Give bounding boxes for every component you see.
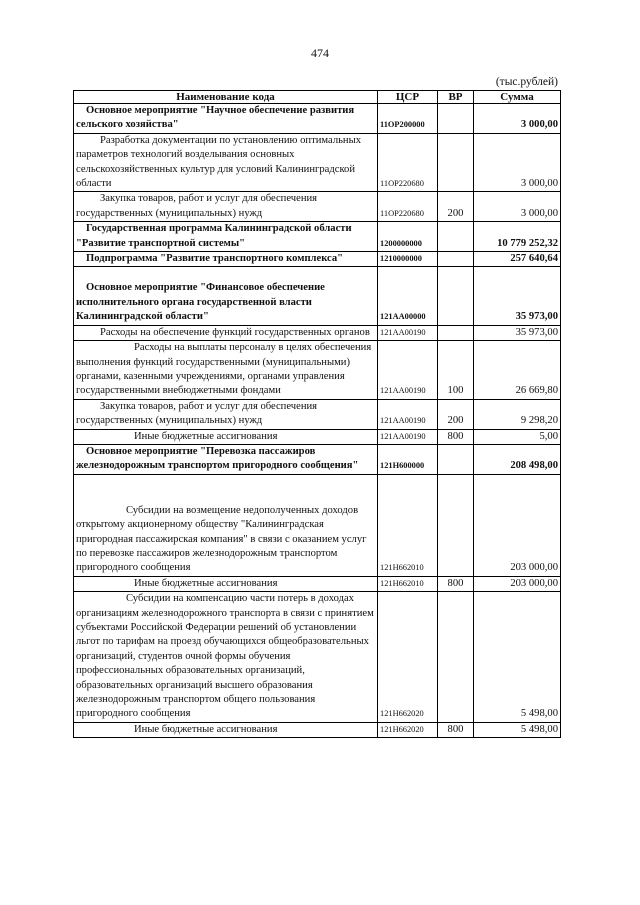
row-vr xyxy=(438,252,474,267)
row-sum: 208 498,00 xyxy=(474,444,561,474)
table-row xyxy=(74,399,561,429)
table-row xyxy=(74,576,561,591)
table-header-row xyxy=(74,91,561,104)
header-vr: ВР xyxy=(438,91,474,104)
row-name-first: Государственная программа Калининградской xyxy=(86,223,312,235)
row-name xyxy=(74,576,378,591)
row-name xyxy=(74,429,378,444)
row-name xyxy=(74,222,378,252)
row-vr: 100 xyxy=(438,341,474,400)
row-name xyxy=(74,444,378,474)
row-vr: 800 xyxy=(438,722,474,737)
row-code: 121Н662020 xyxy=(378,722,438,737)
row-name-rest: развития сельского хозяйства" xyxy=(76,105,355,131)
row-name-rest: исполнительного органа государственной власти Калининградской области" xyxy=(76,296,312,323)
table-row xyxy=(74,133,561,192)
row-code: 11ОР220680 xyxy=(378,192,438,222)
row-name-rest: государственных (муниципальных) нужд xyxy=(76,415,263,427)
page-number: 474 xyxy=(311,46,329,60)
row-vr xyxy=(438,267,474,325)
row-code: 121АА00190 xyxy=(378,429,438,444)
row-sum: 257 640,64 xyxy=(474,252,561,267)
row-code: 121АА00190 xyxy=(378,341,438,400)
row-code: 121АА00190 xyxy=(378,399,438,429)
row-name-first: Закупка товаров, работ и услуг для обеспечения xyxy=(100,400,318,412)
row-spacer xyxy=(76,267,375,281)
row-name xyxy=(74,104,378,134)
row-name-first: Закупка товаров, работ и услуг для обеспечения xyxy=(100,193,318,205)
row-sum: 10 779 252,32 xyxy=(474,222,561,252)
table-row xyxy=(74,341,561,400)
header-csr: ЦСР xyxy=(378,91,438,104)
table-row xyxy=(74,474,561,576)
row-sum: 203 000,00 xyxy=(474,576,561,591)
row-name-rest: комплекса" xyxy=(286,253,344,265)
row-sum: 3 000,00 xyxy=(474,192,561,222)
row-name-first: Иные бюджетные ассигнования xyxy=(134,577,278,589)
row-vr: 800 xyxy=(438,576,474,591)
table-row xyxy=(74,444,561,474)
row-name-rest: государственных (муниципальных) нужд xyxy=(76,207,263,219)
row-name-rest: оптимальных параметров технологий возделывания основных сельскохозяйственных культур для условий Калининградской области xyxy=(76,134,362,190)
row-name-first: Расходы на обеспечение функций xyxy=(100,326,252,338)
row-vr: 200 xyxy=(438,192,474,222)
row-vr xyxy=(438,592,474,723)
row-sum: 3 000,00 xyxy=(474,133,561,192)
table-row xyxy=(74,104,561,134)
row-spacer xyxy=(76,475,375,504)
table-row xyxy=(74,592,561,723)
row-name-rest: железнодорожным транспортом пригородного сообщения" xyxy=(76,460,359,472)
row-name-first: Разработка документации по установлению xyxy=(100,134,298,146)
row-code: 1210000000 xyxy=(378,252,438,267)
table-row xyxy=(74,222,561,252)
row-vr xyxy=(438,474,474,576)
row-name xyxy=(74,592,378,723)
units-label: (тыс.рублей) xyxy=(495,76,558,88)
row-code: 11ОР200000 xyxy=(378,104,438,134)
row-vr xyxy=(438,222,474,252)
table-row xyxy=(74,325,561,340)
row-name-first: Основное мероприятие "Финансовое обеспечение xyxy=(86,282,325,294)
row-name-rest: доходов открытому акционерному обществу "Калининградская пригородная пассажирская компания" в связи с оказанием услуг по перевозке пассажиров железнодорожным транспортом пригородного сообщения xyxy=(76,504,367,574)
row-name xyxy=(74,474,378,576)
row-sum: 203 000,00 xyxy=(474,474,561,576)
row-vr xyxy=(438,104,474,134)
row-name xyxy=(74,325,378,340)
row-code: 121Н662010 xyxy=(378,474,438,576)
row-name xyxy=(74,252,378,267)
row-name xyxy=(74,722,378,737)
table-row xyxy=(74,267,561,325)
row-code: 121Н662010 xyxy=(378,576,438,591)
row-name xyxy=(74,192,378,222)
table-row xyxy=(74,252,561,267)
row-sum: 5 498,00 xyxy=(474,592,561,723)
row-name-first: Расходы на выплаты персоналу в целях xyxy=(134,342,312,354)
budget-table xyxy=(73,90,561,738)
row-code: 1200000000 xyxy=(378,222,438,252)
row-name xyxy=(74,267,378,325)
row-name-first: Субсидии на компенсацию части потерь в xyxy=(126,593,316,605)
row-name-first: Иные бюджетные ассигнования xyxy=(134,723,278,735)
row-name-rest: доходах организациям железнодорожного транспорта в связи с принятием субъектами Российской Федерации решений об установлении льгот по тарифам на проезд обучающихся общеобразовательных организаций, студентов очной формы обучения профессиональных образовательных организаций, образовательных организаций высшего образования железнодорожным транспортом общего пользования пригородного сообщения xyxy=(76,593,374,720)
table-row xyxy=(74,192,561,222)
row-name-first: Основное мероприятие "Перевозка пассажиров xyxy=(86,445,316,457)
row-sum: 35 973,00 xyxy=(474,267,561,325)
row-code: 121Н662020 xyxy=(378,592,438,723)
table-row xyxy=(74,429,561,444)
row-vr: 800 xyxy=(438,429,474,444)
row-sum: 3 000,00 xyxy=(474,104,561,134)
row-sum: 26 669,80 xyxy=(474,341,561,400)
row-name-rest: государственных органов xyxy=(254,326,370,338)
header-sum: Сумма xyxy=(474,91,561,104)
row-vr xyxy=(438,444,474,474)
row-sum: 9 298,20 xyxy=(474,399,561,429)
row-name-rest: обеспечения выполнения функций государственными (муниципальными) органами, казенными учреждениями, органами управления государственными внебюджетными фондами xyxy=(76,342,372,397)
row-sum: 5,00 xyxy=(474,429,561,444)
table-row xyxy=(74,722,561,737)
row-vr xyxy=(438,133,474,192)
row-name-rest: области "Развитие транспортной системы" xyxy=(76,223,352,249)
row-name xyxy=(74,341,378,400)
row-code: 121АА00000 xyxy=(378,267,438,325)
row-name xyxy=(74,133,378,192)
row-sum: 35 973,00 xyxy=(474,325,561,340)
row-name xyxy=(74,399,378,429)
header-name: Наименование кода xyxy=(74,91,378,104)
row-name-first: Основное мероприятие "Научное обеспечение xyxy=(86,105,308,116)
row-code: 121Н600000 xyxy=(378,444,438,474)
row-vr: 200 xyxy=(438,399,474,429)
row-name-first: Иные бюджетные ассигнования xyxy=(134,430,278,442)
row-code: 11ОР220680 xyxy=(378,133,438,192)
row-sum: 5 498,00 xyxy=(474,722,561,737)
row-vr xyxy=(438,325,474,340)
row-name-first: Субсидии на возмещение недополученных xyxy=(126,504,320,516)
row-code: 121АА00190 xyxy=(378,325,438,340)
row-name-first: Подпрограмма "Развитие транспортного xyxy=(86,253,284,265)
